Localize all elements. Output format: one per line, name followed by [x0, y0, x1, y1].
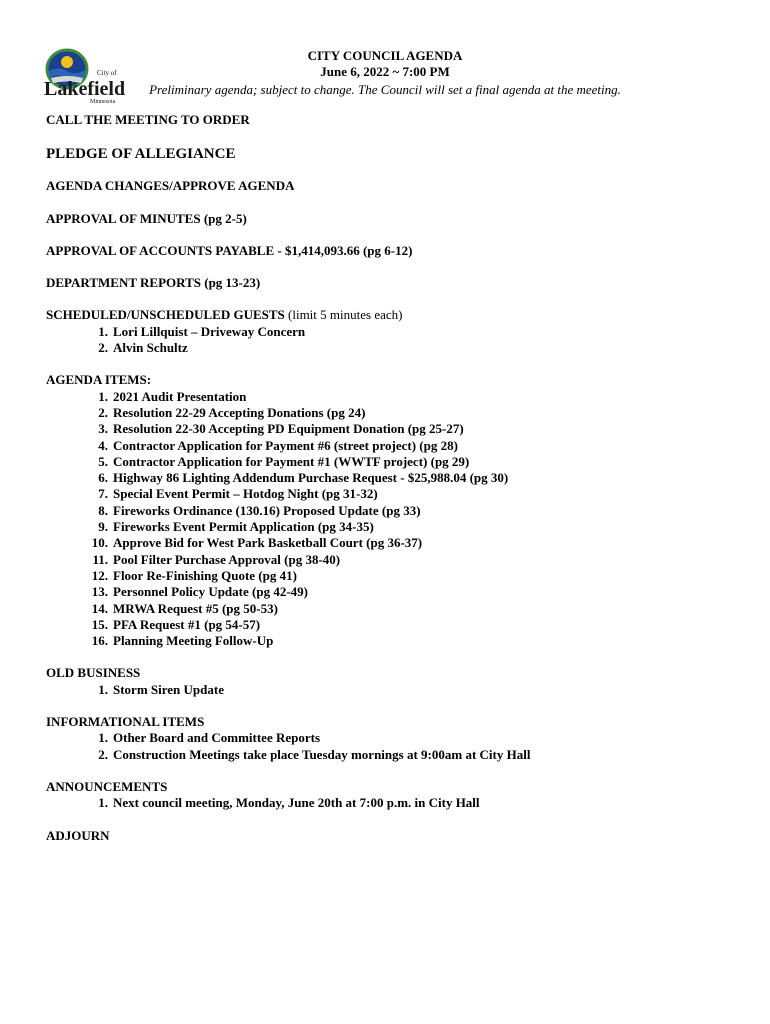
agenda-body	[46, 112, 746, 844]
list-item: 8. Fireworks Ordinance (130.16) Proposed Update (pg 33)	[98, 502, 421, 518]
announcements-list	[46, 795, 746, 811]
section-accounts-payable: APPROVAL OF ACCOUNTS PAYABLE - $1,414,093.66 (pg 6-12)	[46, 242, 413, 258]
list-item: 4. Contractor Application for Payment #6 (street project) (pg 28)	[98, 437, 458, 453]
list-item: 15. PFA Request #1 (pg 54-57)	[91, 616, 261, 632]
guests-title: SCHEDULED/UNSCHEDULED GUESTS	[46, 307, 285, 323]
list-item: 10. Approve Bid for West Park Basketball Court (pg 36-37)	[91, 535, 423, 551]
section-old-business: OLD BUSINESS	[46, 665, 141, 681]
list-item: 1. Next council meeting, Monday, June 20th at 7:00 p.m. in City Hall	[98, 795, 480, 811]
list-item: 1. Lori Lillquist – Driveway Concern	[98, 323, 306, 339]
section-call-to-order: CALL THE MEETING TO ORDER	[46, 112, 250, 127]
old-business-list	[46, 682, 746, 698]
agenda-items-list	[46, 389, 746, 650]
section-guests	[46, 307, 746, 323]
preliminary-note: Preliminary agenda; subject to change. The Council will set a final agenda at the meeting.	[149, 82, 621, 97]
list-item: 9. Fireworks Event Permit Application (pg 34-35)	[98, 519, 374, 535]
list-item: 1. Other Board and Committee Reports	[98, 730, 321, 746]
meeting-date: June 6, 2022 ~ 7:00 PM	[320, 64, 450, 79]
list-item: 13. Personnel Policy Update (pg 42-49)	[91, 584, 308, 600]
svg-text:Lakefield: Lakefield	[44, 78, 125, 100]
section-announcements: ANNOUNCEMENTS	[46, 778, 168, 794]
list-item: 16. Planning Meeting Follow-Up	[91, 633, 274, 649]
list-item: 11. Pool Filter Purchase Approval (pg 38-40)	[92, 551, 341, 567]
city-logo	[43, 47, 125, 105]
list-item: 2. Construction Meetings take place Tuesday mornings at 9:00am at City Hall	[98, 746, 531, 762]
list-item: 3. Resolution 22-30 Accepting PD Equipment Donation (pg 25-27)	[98, 421, 464, 437]
list-item: 2. Resolution 22-29 Accepting Donations (pg 24)	[98, 404, 366, 420]
svg-text:City of: City of	[97, 69, 117, 77]
list-item: 5. Contractor Application for Payment #1 (WWTF project) (pg 29)	[98, 453, 470, 469]
agenda-title: CITY COUNCIL AGENDA	[307, 48, 463, 63]
section-agenda-items: AGENDA ITEMS:	[46, 372, 152, 388]
agenda-header	[120, 48, 650, 98]
section-pledge: PLEDGE OF ALLEGIANCE	[46, 146, 236, 163]
list-item: 14. MRWA Request #5 (pg 50-53)	[91, 600, 278, 616]
section-department-reports: DEPARTMENT REPORTS (pg 13-23)	[46, 275, 261, 291]
section-agenda-changes: AGENDA CHANGES/APPROVE AGENDA	[46, 178, 295, 194]
guests-note: (limit 5 minutes each)	[284, 307, 403, 323]
list-item: 6. Highway 86 Lighting Addendum Purchase Request - $25,988.04 (pg 30)	[98, 470, 509, 486]
section-informational-items: INFORMATIONAL ITEMS	[46, 714, 205, 730]
list-item: 1. 2021 Audit Presentation	[98, 388, 247, 404]
list-item: 12. Floor Re-Finishing Quote (pg 41)	[91, 567, 297, 583]
list-item: 1. Storm Siren Update	[98, 681, 224, 697]
section-adjourn: ADJOURN	[46, 827, 110, 843]
section-minutes: APPROVAL OF MINUTES (pg 2-5)	[46, 210, 247, 226]
list-item: 7. Special Event Permit – Hotdog Night (pg 31-32)	[98, 486, 378, 502]
svg-text:Minnesota: Minnesota	[90, 99, 116, 105]
informational-list	[46, 730, 746, 763]
guests-list	[46, 324, 746, 357]
list-item: 2. Alvin Schultz	[98, 340, 188, 356]
